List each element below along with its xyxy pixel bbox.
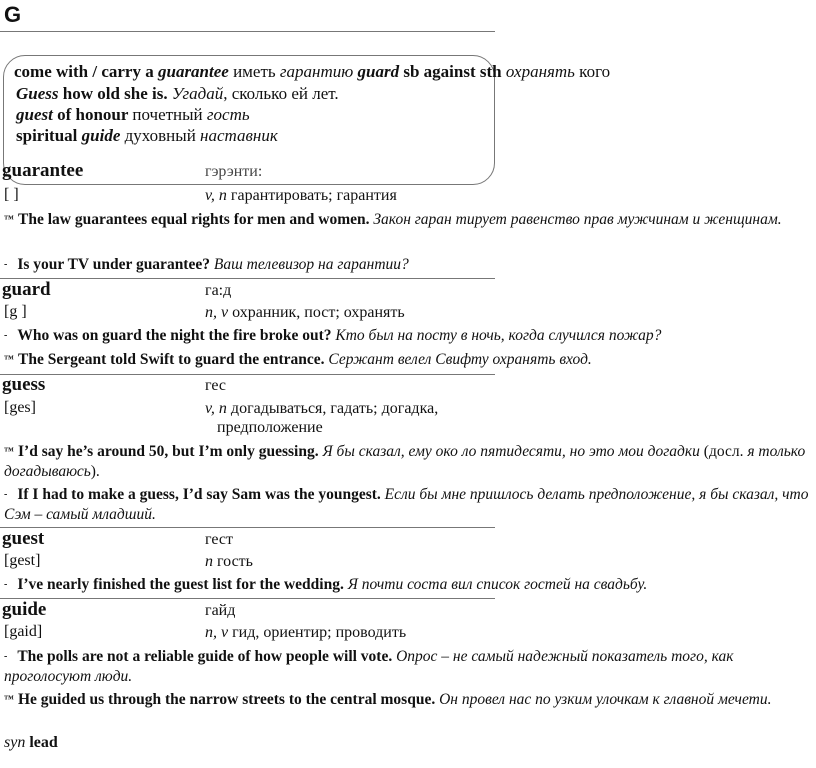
text-segment: guard	[353, 62, 400, 81]
example	[4, 575, 812, 595]
example	[4, 350, 812, 370]
text-segment: Закон гаран тирует равенство прав мужчинам и женщинам.	[373, 211, 782, 228]
synonym	[4, 734, 58, 752]
example	[4, 690, 812, 710]
text-segment: of honour	[52, 105, 133, 124]
example	[4, 255, 812, 275]
part-of-speech: n, v	[205, 624, 229, 641]
example-marker-icon: -	[4, 330, 8, 341]
example	[4, 647, 812, 687]
definition	[205, 399, 438, 437]
meaning: догадываться, гадать; догадка,	[230, 400, 439, 417]
definition	[205, 186, 397, 205]
text-segment: The law guarantees equal rights for men and women.	[18, 211, 374, 228]
text-segment: Угадай	[171, 84, 224, 103]
meaning: гарантировать; гарантия	[230, 187, 397, 204]
divider	[0, 598, 495, 599]
example	[4, 485, 812, 525]
headword: guest	[2, 528, 45, 549]
transcription: [gaid]	[4, 623, 43, 640]
text-segment: почетный	[132, 105, 207, 124]
headword: guarantee	[2, 160, 84, 181]
transcription: [g ]	[4, 303, 27, 320]
text-segment: The polls are not a reliable guide of how people will vote.	[17, 648, 397, 665]
example-marker-icon: ™	[4, 446, 14, 457]
text-segment: guest	[16, 105, 53, 124]
divider	[0, 374, 495, 375]
text-segment: guarantee	[157, 62, 229, 81]
part-of-speech: v, n	[205, 187, 227, 204]
text-segment: I’d say he’s around 50, but I’m only guessing.	[18, 443, 323, 460]
transcription: [gest]	[4, 552, 41, 569]
text-segment: кого	[574, 62, 611, 81]
example	[4, 210, 812, 230]
text-segment: I’ve nearly finished the guest list for the wedding.	[17, 576, 348, 593]
text-segment: ).	[90, 463, 100, 480]
transcription: [ges]	[4, 399, 36, 416]
section-letter: G	[4, 2, 22, 27]
transcription: [ ]	[4, 186, 19, 203]
text-segment: наставник	[200, 126, 278, 145]
collocation-line	[14, 62, 610, 82]
meaning: гид, ориентир; проводить	[232, 624, 407, 641]
text-segment: Если бы мне пришлось делать предположение, я бы сказал, что Сэм – самый младший.	[4, 486, 809, 523]
pronunciation: гэрэнти:	[205, 163, 263, 180]
text-segment: Кто был на посту в ночь, когда случился пожар?	[335, 327, 662, 344]
definition	[205, 303, 405, 322]
text-segment: come with / carry a	[14, 62, 158, 81]
divider	[0, 31, 495, 32]
collocation-line	[16, 84, 339, 104]
meaning: охранник, пост; охранять	[232, 304, 405, 321]
text-segment: охранять	[505, 62, 575, 81]
text-segment: guide	[81, 126, 121, 145]
example-marker-icon: ™	[4, 214, 14, 225]
meaning-continued: предположение	[217, 419, 323, 436]
text-segment: гость	[206, 105, 250, 124]
pronunciation: га:д	[205, 282, 232, 299]
headword: guide	[2, 599, 47, 620]
text-segment: Ваш телевизор на гарантии?	[213, 256, 409, 273]
text-segment: Опрос – не самый надежный показатель того, как проголосуют люди.	[4, 648, 734, 685]
example-marker-icon: -	[4, 651, 8, 662]
example-marker-icon: ™	[4, 694, 14, 705]
text-segment: how old she is.	[58, 84, 172, 103]
pronunciation: гес	[205, 377, 226, 394]
text-segment: Сержант велел Свифту охранять вход.	[328, 351, 592, 368]
definition	[205, 623, 406, 642]
text-segment: (досл.	[699, 443, 748, 460]
synonym-word: lead	[29, 734, 58, 751]
text-segment: я только догадываюсь	[4, 443, 806, 480]
definition	[205, 552, 253, 571]
meaning: гость	[217, 553, 253, 570]
synonym-label: syn	[4, 734, 26, 751]
text-segment: иметь	[228, 62, 280, 81]
text-segment: Я бы сказал, ему око ло пятидесяти, но это мои догадки	[322, 443, 700, 460]
collocation-line	[16, 105, 250, 125]
text-segment: Who was on guard the night the fire broke out?	[17, 327, 336, 344]
collocation-line	[16, 126, 278, 146]
example-marker-icon: ™	[4, 354, 14, 365]
text-segment: spiritual	[16, 126, 82, 145]
divider	[0, 527, 495, 528]
text-segment: духовный	[120, 126, 201, 145]
part-of-speech: n	[205, 553, 213, 570]
example-marker-icon: -	[4, 489, 8, 500]
text-segment: гарантию	[279, 62, 354, 81]
text-segment: The Sergeant told Swift to guard the entrance.	[18, 351, 329, 368]
example	[4, 326, 812, 346]
text-segment: , сколько ей лет.	[223, 84, 339, 103]
text-segment: Я почти соста вил список гостей на свадьбу.	[347, 576, 648, 593]
headword: guess	[2, 374, 46, 395]
headword: guard	[2, 279, 51, 300]
example-marker-icon: -	[4, 579, 8, 590]
text-segment: Он провел нас по узким улочкам к главной мечети.	[439, 691, 772, 708]
text-segment: He guided us through the narrow streets to the central mosque.	[18, 691, 440, 708]
text-segment: sb against sth	[399, 62, 506, 81]
divider	[0, 278, 495, 279]
part-of-speech: n, v	[205, 304, 229, 321]
example-marker-icon: -	[4, 259, 8, 270]
part-of-speech: v, n	[205, 400, 227, 417]
pronunciation: гайд	[205, 602, 236, 619]
example	[4, 442, 812, 482]
text-segment: If I had to make a guess, I’d say Sam was the youngest.	[17, 486, 385, 503]
text-segment: Is your TV under guarantee?	[17, 256, 214, 273]
pronunciation: гест	[205, 531, 233, 548]
text-segment: Guess	[16, 84, 59, 103]
